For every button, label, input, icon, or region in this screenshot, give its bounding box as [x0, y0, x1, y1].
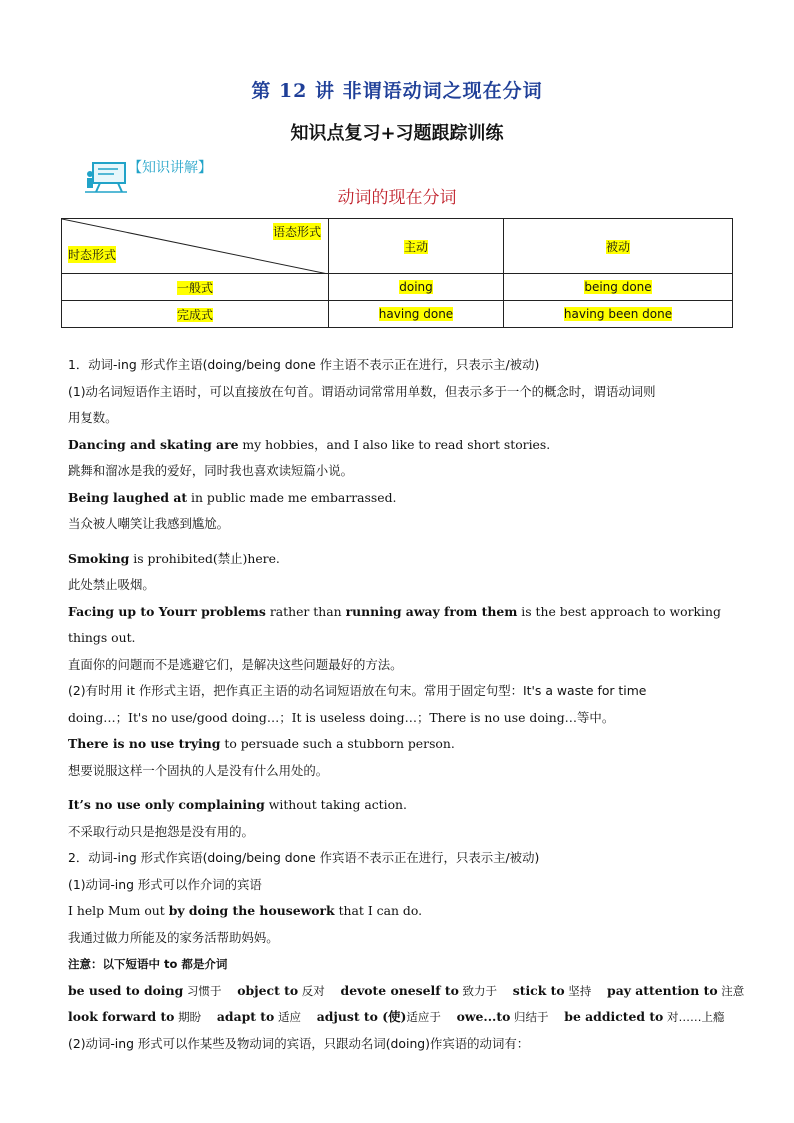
example-bold: Being laughed at — [68, 489, 188, 505]
phrase-cn: 坚持 — [564, 983, 592, 998]
phrase-cn: 对……上瘾 — [663, 1010, 725, 1024]
passive-header: 被动 — [605, 239, 630, 254]
example-bold: running away from them — [345, 603, 518, 619]
phrase-cn: 反对 — [298, 983, 325, 998]
active-form: doing — [399, 280, 433, 294]
table-row — [62, 301, 733, 328]
example-sentence — [68, 898, 730, 925]
example-translation: 跳舞和溜冰是我的爱好，同时我也喜欢读短篇小说。 — [68, 463, 353, 478]
example-translation: 当众被人嘲笑让我感到尴尬。 — [68, 516, 230, 531]
example-text: rather than — [265, 603, 346, 619]
tense-form-header: 时态形式 — [68, 248, 117, 262]
example-text: to persuade such a stubborn person. — [220, 736, 455, 751]
paragraph: (2)有时用 it 作形式主语，把作真正主语的动名词短语放在句末。常用于固定句型：It's a waste for time — [68, 683, 647, 698]
example-text: without taking action. — [264, 797, 407, 812]
section-heading: 1．动词-ing 形式作主语(doing/being done 作主语不表示正在进行，只表示主/被动) — [68, 357, 540, 372]
example-sentence — [68, 792, 730, 819]
active-form: having done — [378, 307, 454, 321]
row-label: 完成式 — [176, 307, 213, 322]
example-translation: 此处禁止吸烟。 — [68, 577, 155, 592]
example-text: is prohibited(禁止)here. — [129, 550, 280, 566]
phrase-cn: 习惯于 — [183, 983, 222, 998]
example-text: that I can do. — [334, 903, 423, 918]
phrase-en: pay attention to — [607, 982, 718, 998]
paragraph: (1)动词-ing 形式可以作介词的宾语 — [68, 876, 262, 892]
paragraph: (2)动词-ing 形式可以作某些及物动词的宾语，只跟动名词(doing)作宾语的动词有： — [68, 1035, 530, 1051]
passive-form: having been done — [563, 307, 673, 321]
example-text: my hobbies，and I also like to read short stories. — [238, 436, 551, 452]
section-heading: 2．动词-ing 形式作宾语(doing/being done 作宾语不表示正在进行，只表示主/被动) — [68, 850, 540, 865]
phrase-en: be used to doing — [68, 982, 184, 998]
phrase-cn: 适应于 — [406, 1010, 441, 1024]
example-bold: It’s no use only complaining — [68, 797, 265, 812]
example-sentence — [68, 485, 730, 512]
conjugation-table — [61, 218, 733, 328]
example-bold: There is no use trying — [68, 736, 221, 751]
example-text: in public made me embarrassed. — [187, 489, 397, 505]
paragraph: doing…；It's no use/good doing…；It is useless doing…；There is no use doing…等中。 — [68, 709, 615, 725]
example-bold: Dancing and skating are — [68, 436, 239, 452]
phrase-en: devote oneself to — [340, 982, 459, 998]
page-title: 第 12 讲 非谓语动词之现在分词 — [251, 80, 543, 102]
phrase-en: be addicted to — [564, 1009, 664, 1024]
section-label: 【知识讲解】 — [128, 160, 212, 176]
phrase-cn: 致力于 — [458, 983, 497, 998]
example-sentence — [68, 731, 730, 758]
phrase-cn: 归结于 — [510, 1010, 549, 1024]
phrase-en: adapt to — [216, 1009, 275, 1024]
lesson-content — [68, 352, 745, 1057]
example-text: I help Mum out — [68, 903, 169, 918]
table-row — [62, 274, 733, 301]
example-translation: 不采取行动只是抱怨是没有用的。 — [68, 823, 254, 839]
phrase-en: object to — [237, 982, 299, 998]
phrase-en: adjust to (使) — [316, 1009, 407, 1024]
example-sentence — [68, 599, 730, 652]
example-translation: 直面你的问题而不是逃避它们，是解决这些问题最好的方法。 — [68, 656, 403, 672]
table-title: 动词的现在分词 — [337, 188, 457, 208]
example-sentence — [68, 546, 730, 573]
example-bold: by doing the housework — [168, 903, 335, 918]
phrase-en: owe...to — [456, 1009, 511, 1024]
example-text: is the best approach to working things out. — [68, 603, 721, 645]
voice-form-header: 语态形式 — [272, 225, 321, 239]
example-translation: 想要说服这样一个固执的人是没有什么用处的。 — [68, 762, 329, 778]
phrase-list — [68, 1004, 730, 1031]
diagonal-header-cell — [62, 219, 329, 274]
phrase-list — [68, 978, 745, 1005]
phrase-cn: 注意 — [717, 983, 745, 998]
example-bold: Facing up to Yourr problems — [68, 603, 266, 619]
phrase-en: look forward to — [68, 1009, 175, 1024]
note-label: 注意：以下短语中 to 都是介词 — [68, 957, 228, 971]
phrase-cn: 适应 — [274, 1010, 301, 1024]
active-header: 主动 — [403, 239, 428, 254]
phrase-cn: 期盼 — [174, 1010, 202, 1024]
example-bold: Smoking — [68, 550, 130, 566]
page-subtitle: 知识点复习+习题跟踪训练 — [290, 123, 504, 144]
passive-form: being done — [584, 280, 652, 294]
phrase-en: stick to — [512, 982, 565, 998]
paragraph: 用复数。 — [68, 410, 118, 425]
example-translation: 我通过做力所能及的家务活帮助妈妈。 — [68, 929, 279, 945]
row-label: 一般式 — [176, 280, 213, 295]
paragraph: (1)动名词短语作主语时，可以直接放在句首。谓语动词常常用单数，但表示多于一个的概念时，谓语动词则 — [68, 383, 656, 399]
example-sentence — [68, 432, 730, 459]
